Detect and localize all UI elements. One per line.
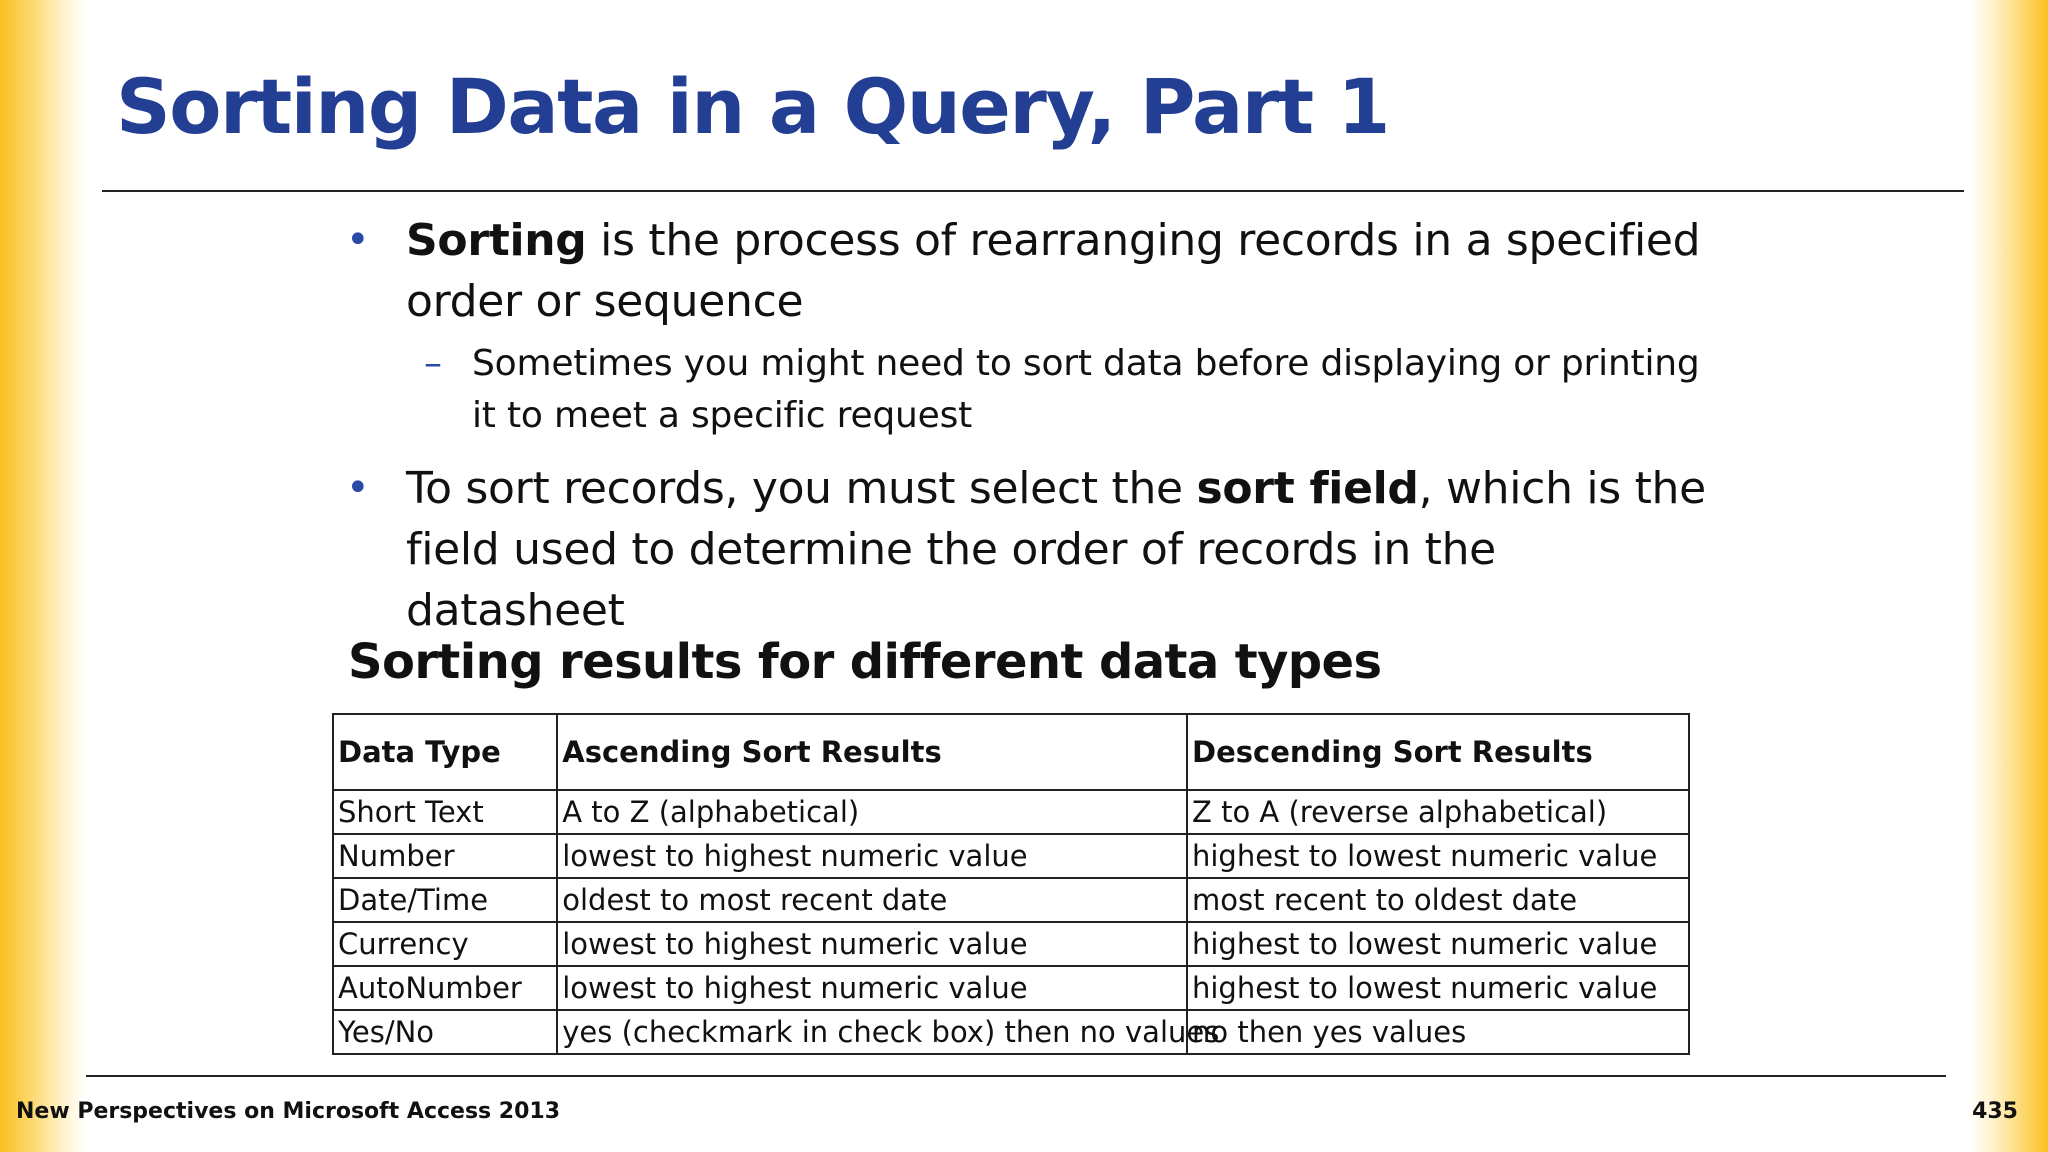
cell-data-type: Yes/No	[333, 1010, 557, 1054]
table-caption: Sorting results for different data types	[348, 634, 1382, 690]
sub-bullet-sort-before-display	[340, 338, 1720, 442]
table-row	[333, 790, 1689, 834]
cell-ascending: oldest to most recent date	[557, 878, 1187, 922]
footer-divider	[86, 1075, 1946, 1077]
cell-descending: highest to lowest numeric value	[1187, 834, 1689, 878]
term-sort-field: sort field	[1196, 463, 1419, 514]
bullet-text-before: To sort records, you must select the	[406, 463, 1197, 514]
bullet-marker: •	[346, 217, 370, 263]
cell-data-type: Date/Time	[333, 878, 557, 922]
cell-ascending: lowest to highest numeric value	[557, 966, 1187, 1010]
table-row	[333, 922, 1689, 966]
term-sorting: Sorting	[406, 215, 587, 266]
table-row	[333, 834, 1689, 878]
bullet-sorting	[340, 210, 1720, 332]
footer-course-title: New Perspectives on Microsoft Access 2013	[16, 1099, 561, 1124]
page-number: 435	[1972, 1099, 2018, 1124]
cell-descending: no then yes values	[1187, 1010, 1689, 1054]
cell-data-type: AutoNumber	[333, 966, 557, 1010]
cell-ascending: yes (checkmark in check box) then no values	[557, 1010, 1187, 1054]
slide-title: Sorting Data in a Query, Part 1	[116, 62, 1389, 151]
cell-data-type: Number	[333, 834, 557, 878]
table-row	[333, 966, 1689, 1010]
table-row	[333, 1010, 1689, 1054]
bullet-text-after: , which is the field used to determine the order of records in the datasheet	[406, 463, 1706, 636]
cell-descending: highest to lowest numeric value	[1187, 966, 1689, 1010]
bullet-text: is the process of rearranging records in a specified order or sequence	[406, 215, 1701, 327]
bullet-sort-field	[340, 458, 1720, 641]
cell-ascending: lowest to highest numeric value	[557, 834, 1187, 878]
cell-data-type: Currency	[333, 922, 557, 966]
header-ascending: Ascending Sort Results	[557, 714, 1187, 790]
sort-results-table	[332, 713, 1690, 1055]
table-header-row	[333, 714, 1689, 790]
sub-bullet-marker: –	[424, 343, 442, 384]
title-divider	[102, 190, 1964, 192]
cell-descending: most recent to oldest date	[1187, 878, 1689, 922]
cell-ascending: lowest to highest numeric value	[557, 922, 1187, 966]
sub-bullet-text: Sometimes you might need to sort data before displaying or printing it to meet a specific request	[472, 343, 1700, 436]
cell-data-type: Short Text	[333, 790, 557, 834]
right-gold-gradient-edge	[1968, 0, 2048, 1152]
header-data-type: Data Type	[333, 714, 557, 790]
bullet-list	[340, 210, 1720, 645]
cell-descending: Z to A (reverse alphabetical)	[1187, 790, 1689, 834]
left-gold-gradient-edge	[0, 0, 86, 1152]
header-descending: Descending Sort Results	[1187, 714, 1689, 790]
cell-ascending: A to Z (alphabetical)	[557, 790, 1187, 834]
table-row	[333, 878, 1689, 922]
bullet-marker: •	[346, 465, 370, 511]
cell-descending: highest to lowest numeric value	[1187, 922, 1689, 966]
